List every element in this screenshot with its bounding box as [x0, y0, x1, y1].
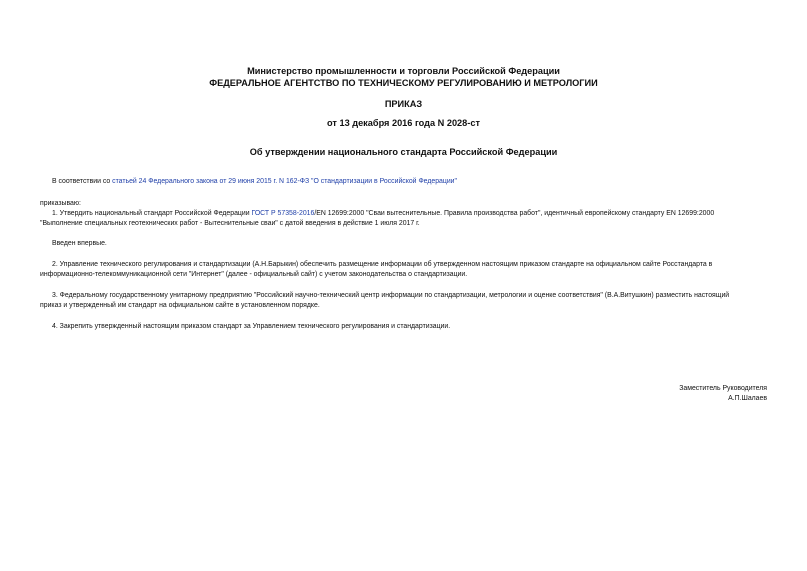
- introduced-note: Введен впервые.: [52, 240, 107, 247]
- order-word: приказываю:: [40, 200, 81, 207]
- agency-title: ФЕДЕРАЛЬНОЕ АГЕНТСТВО ПО ТЕХНИЧЕСКОМУ РЕГУЛИРОВАНИЮ И МЕТРОЛОГИИ: [209, 78, 598, 88]
- signature-position: Заместитель Руководителя: [679, 385, 767, 392]
- item-3-line-1: 3. Федеральному государственному унитарному предприятию "Российский научно-технический центр информации по стандартизации, метрологии и оценке соответствия" (В.А.Витушкин) разместить настоящий: [52, 292, 730, 299]
- document-type: ПРИКАЗ: [384, 99, 423, 109]
- item-2-line-2: информационно-телекоммуникационной сети "Интернет" (далее - официальный сайт) с учетом законодательства о стандартизации.: [40, 271, 468, 278]
- document-date-number: от 13 декабря 2016 года N 2028-ст: [327, 118, 480, 128]
- signature-name: А.П.Шалаев: [728, 395, 767, 402]
- item-1-line-2: "Выполнение специальных геотехнических работ - Вытеснительные сваи" с датой введения в действие 1 июля 2017 г.: [40, 220, 420, 227]
- law-article-link[interactable]: статьей 24 Федерального закона от 29 июня 2015 г. N 162-ФЗ "О стандартизации в Российской Федерации": [112, 178, 457, 185]
- item-1-rest: /EN 12699:2000 "Сваи вытеснительные. Правила производства работ", идентичный европейскому стандарту EN 12699:2000: [314, 210, 715, 217]
- item-3-line-2: приказ и утвержденный им стандарт на официальном сайте в установленном порядке.: [40, 302, 320, 309]
- item-2-line-1: 2. Управление технического регулирования и стандартизации (А.Н.Барыкин) обеспечить размещение информации об утвержденном настоящим приказом стандарте на официальном сайте Росстандарта в: [52, 261, 713, 268]
- preamble: [52, 177, 457, 188]
- ministry-title: Министерство промышленности и торговли Российской Федерации: [247, 66, 560, 76]
- gost-standard-link[interactable]: ГОСТ Р 57358-2016: [251, 210, 315, 217]
- item-4: 4. Закрепить утвержденный настоящим приказом стандарт за Управлением технического регулирования и стандартизации.: [52, 323, 451, 330]
- item-1-line-1: [52, 209, 714, 220]
- preamble-prefix: В соответствии со: [52, 178, 113, 185]
- document-subject: Об утверждении национального стандарта Российской Федерации: [249, 147, 558, 157]
- item-1-prefix: 1. Утвердить национальный стандарт Российской Федерации: [52, 210, 252, 217]
